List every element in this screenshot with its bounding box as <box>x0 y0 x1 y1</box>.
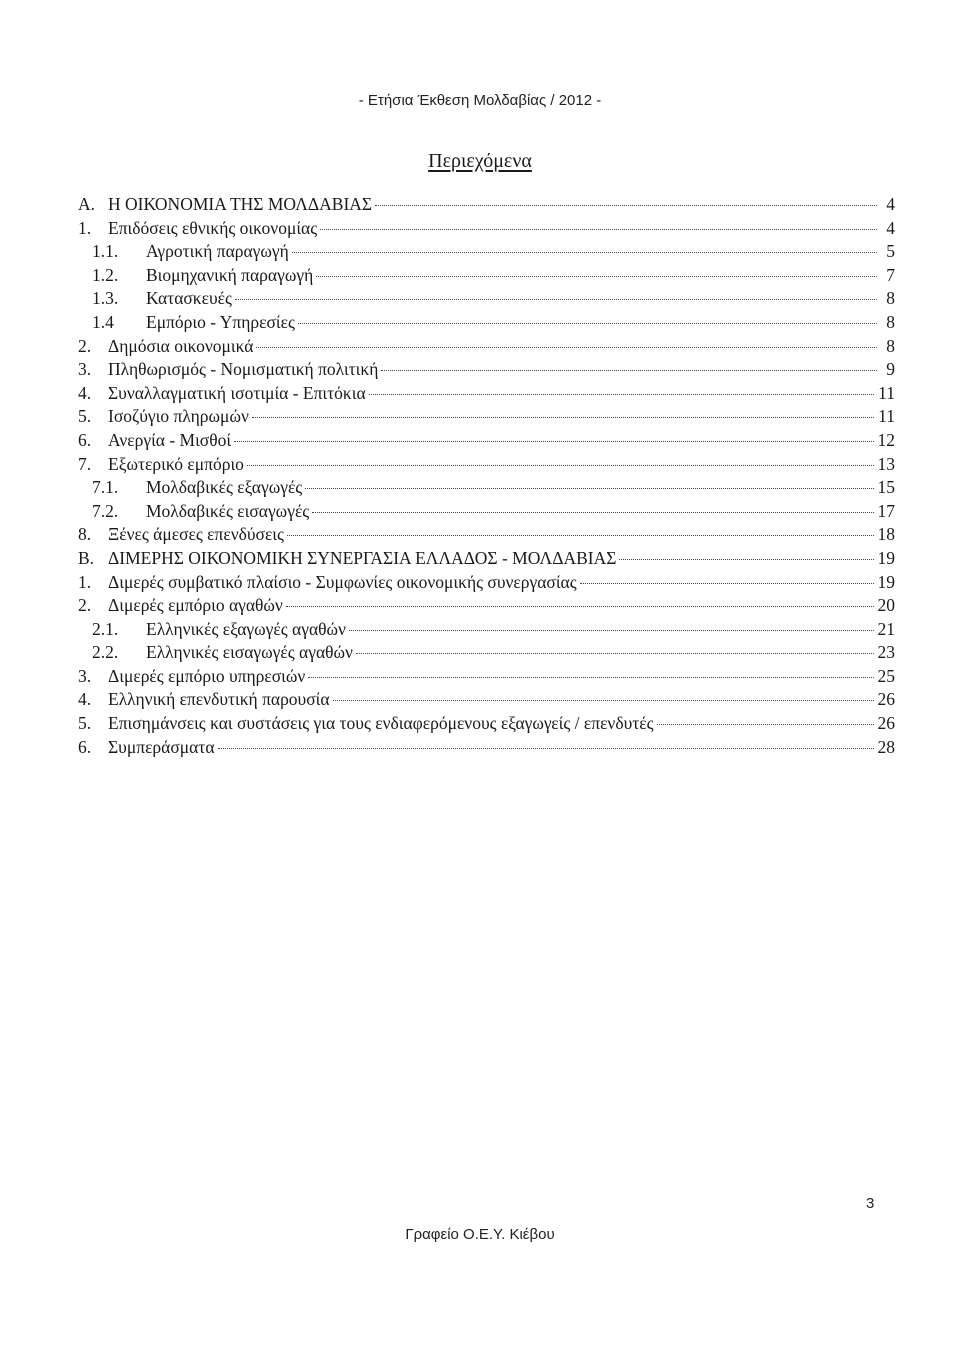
toc-dot-leader <box>333 700 874 701</box>
page-footer: Γραφείο Ο.Ε.Υ. Κιέβου <box>405 1226 555 1243</box>
toc-entry[interactable] <box>78 358 895 382</box>
toc-entry[interactable] <box>78 193 895 217</box>
toc-entry-label: ΔΙΜΕΡΗΣ ΟΙΚΟΝΟΜΙΚΗ ΣΥΝΕΡΓΑΣΙΑ ΕΛΛΑΔΟΣ - ΜΟΛΔΑΒΙΑΣ <box>108 547 617 568</box>
toc-entry[interactable] <box>78 429 895 453</box>
toc-entry-label: Ανεργία - Μισθοί <box>108 429 232 450</box>
toc-entry-label: Πληθωρισμός - Νομισματική πολιτική <box>108 359 379 380</box>
toc-entry-label: Μολδαβικές εξαγωγές <box>146 477 303 498</box>
toc-entry[interactable] <box>78 688 895 712</box>
toc-entry[interactable] <box>78 736 895 760</box>
toc-entry[interactable] <box>78 594 895 618</box>
toc-entry-number: 1. <box>78 571 92 592</box>
toc-entry[interactable] <box>78 405 895 429</box>
toc-entry-page: 8 <box>886 288 895 309</box>
toc-entry-page: 5 <box>886 241 895 262</box>
toc-entry-number: 4. <box>78 689 92 710</box>
toc-entry[interactable] <box>78 217 895 241</box>
toc-entry-page: 13 <box>877 453 895 474</box>
toc-entry-page: 15 <box>877 477 895 498</box>
toc-entry-label: Δημόσια οικονομικά <box>108 335 254 356</box>
page-number: 3 <box>866 1195 875 1212</box>
toc-dot-leader <box>316 276 877 277</box>
toc-dot-leader <box>218 748 874 749</box>
toc-entry-label: Διμερές συμβατικό πλαίσιο - Συμφωνίες οικονομικής συνεργασίας <box>108 571 577 592</box>
toc-entry-label: Εξωτερικό εμπόριο <box>108 453 244 474</box>
page-header: - Ετήσια Έκθεση Μολδαβίας / 2012 - <box>358 92 602 109</box>
toc-entry-label: Ξένες άμεσες επενδύσεις <box>108 524 284 545</box>
toc-dot-leader <box>247 465 874 466</box>
toc-entry-label: Επισημάνσεις και συστάσεις για τους ενδιαφερόμενους εξαγωγείς / επενδυτές <box>108 713 654 734</box>
toc-dot-leader <box>580 583 874 584</box>
toc-entry-number: 1.4 <box>92 311 114 332</box>
toc-entry-page: 19 <box>877 571 895 592</box>
toc-entry-label: Ισοζύγιο πληρωμών <box>108 406 249 427</box>
toc-entry-number: 2.2. <box>92 642 119 663</box>
toc-dot-leader <box>305 488 873 489</box>
table-of-contents <box>78 193 895 759</box>
toc-entry-label: Ελληνικές εισαγωγές αγαθών <box>146 642 353 663</box>
toc-entry-label: Κατασκευές <box>146 288 232 309</box>
toc-entry[interactable] <box>78 335 895 359</box>
toc-entry[interactable] <box>78 641 895 665</box>
toc-dot-leader <box>356 653 874 654</box>
toc-entry[interactable] <box>78 665 895 689</box>
toc-entry[interactable] <box>78 240 895 264</box>
toc-dot-leader <box>286 606 874 607</box>
toc-entry-page: 4 <box>886 217 895 238</box>
toc-entry-number: 2. <box>78 595 92 616</box>
toc-dot-leader <box>312 512 873 513</box>
toc-dot-leader <box>287 535 874 536</box>
toc-entry-number: 3. <box>78 665 92 686</box>
toc-entry-page: 23 <box>877 642 895 663</box>
toc-entry-page: 9 <box>886 359 895 380</box>
toc-entry-page: 25 <box>877 665 895 686</box>
toc-dot-leader <box>308 677 873 678</box>
toc-entry-page: 26 <box>877 689 895 710</box>
toc-entry-number: 6. <box>78 429 92 450</box>
toc-entry-page: 21 <box>877 618 895 639</box>
toc-dot-leader <box>292 252 877 253</box>
toc-entry-number: 5. <box>78 713 92 734</box>
toc-entry[interactable] <box>78 264 895 288</box>
toc-dot-leader <box>619 559 873 560</box>
toc-entry-label: Διμερές εμπόριο υπηρεσιών <box>108 665 306 686</box>
toc-entry-number: 1.1. <box>92 241 119 262</box>
toc-entry-page: 26 <box>877 713 895 734</box>
toc-dot-leader <box>234 441 873 442</box>
toc-entry-number: 1.3. <box>92 288 119 309</box>
toc-entry-label: Εμπόριο - Υπηρεσίες <box>146 311 295 332</box>
toc-title: Περιεχόμενα <box>428 150 532 172</box>
toc-entry[interactable] <box>78 287 895 311</box>
toc-entry[interactable] <box>78 453 895 477</box>
toc-entry[interactable] <box>78 712 895 736</box>
toc-entry-page: 11 <box>878 406 895 427</box>
toc-dot-leader <box>320 229 877 230</box>
toc-dot-leader <box>235 299 877 300</box>
toc-dot-leader <box>375 205 877 206</box>
toc-entry-page: 18 <box>877 524 895 545</box>
toc-entry-number: 7. <box>78 453 92 474</box>
toc-entry-page: 11 <box>878 382 895 403</box>
toc-entry-page: 17 <box>877 500 895 521</box>
toc-entry-label: Συμπεράσματα <box>108 736 215 757</box>
toc-entry-label: Ελληνική επενδυτική παρουσία <box>108 689 330 710</box>
toc-entry-number: 1.2. <box>92 264 119 285</box>
toc-entry-page: 8 <box>886 311 895 332</box>
toc-entry-number: 7.1. <box>92 477 119 498</box>
toc-entry-page: 8 <box>886 335 895 356</box>
toc-entry[interactable] <box>78 571 895 595</box>
toc-entry-number: 2. <box>78 335 92 356</box>
toc-dot-leader <box>349 630 874 631</box>
toc-entry-label: Η ΟΙΚΟΝΟΜΙΑ ΤΗΣ ΜΟΛΔΑΒΙΑΣ <box>108 194 373 214</box>
toc-entry-label: Αγροτική παραγωγή <box>146 241 289 262</box>
toc-dot-leader <box>369 394 875 395</box>
toc-entry-number: 7.2. <box>92 500 119 521</box>
toc-entry-label: Μολδαβικές εισαγωγές <box>146 500 310 521</box>
toc-entry[interactable] <box>78 382 895 406</box>
toc-dot-leader <box>657 724 874 725</box>
toc-entry-page: 28 <box>877 736 895 757</box>
toc-entry-page: 4 <box>886 194 895 214</box>
toc-entry-number: 6. <box>78 736 92 757</box>
toc-entry-page: 12 <box>877 429 895 450</box>
toc-entry-number: 1. <box>78 217 92 238</box>
toc-entry-number: 3. <box>78 359 92 380</box>
toc-entry-number: Β. <box>78 547 95 568</box>
toc-entry[interactable] <box>78 523 895 547</box>
toc-entry-number: 4. <box>78 382 92 403</box>
toc-dot-leader <box>252 417 874 418</box>
toc-entry-page: 19 <box>877 547 895 568</box>
toc-entry-number: Α. <box>78 194 96 214</box>
toc-entry-page: 7 <box>886 264 895 285</box>
toc-entry-label: Διμερές εμπόριο αγαθών <box>108 595 283 616</box>
toc-entry-label: Βιομηχανική παραγωγή <box>146 264 314 285</box>
toc-entry-label: Συναλλαγματική ισοτιμία - Επιτόκια <box>108 382 366 403</box>
toc-entry-label: Επιδόσεις εθνικής οικονομίας <box>108 217 318 238</box>
toc-entry-label: Ελληνικές εξαγωγές αγαθών <box>146 618 346 639</box>
toc-entry-number: 5. <box>78 406 92 427</box>
toc-entry-page: 20 <box>877 595 895 616</box>
toc-entry-number: 8. <box>78 524 92 545</box>
toc-dot-leader <box>256 347 877 348</box>
toc-dot-leader <box>298 323 877 324</box>
toc-entry[interactable] <box>78 476 895 500</box>
toc-dot-leader <box>381 370 877 371</box>
toc-entry-number: 2.1. <box>92 618 119 639</box>
toc-entry[interactable] <box>78 547 895 571</box>
toc-entry[interactable] <box>78 500 895 524</box>
toc-entry[interactable] <box>78 618 895 642</box>
toc-entry[interactable] <box>78 311 895 335</box>
